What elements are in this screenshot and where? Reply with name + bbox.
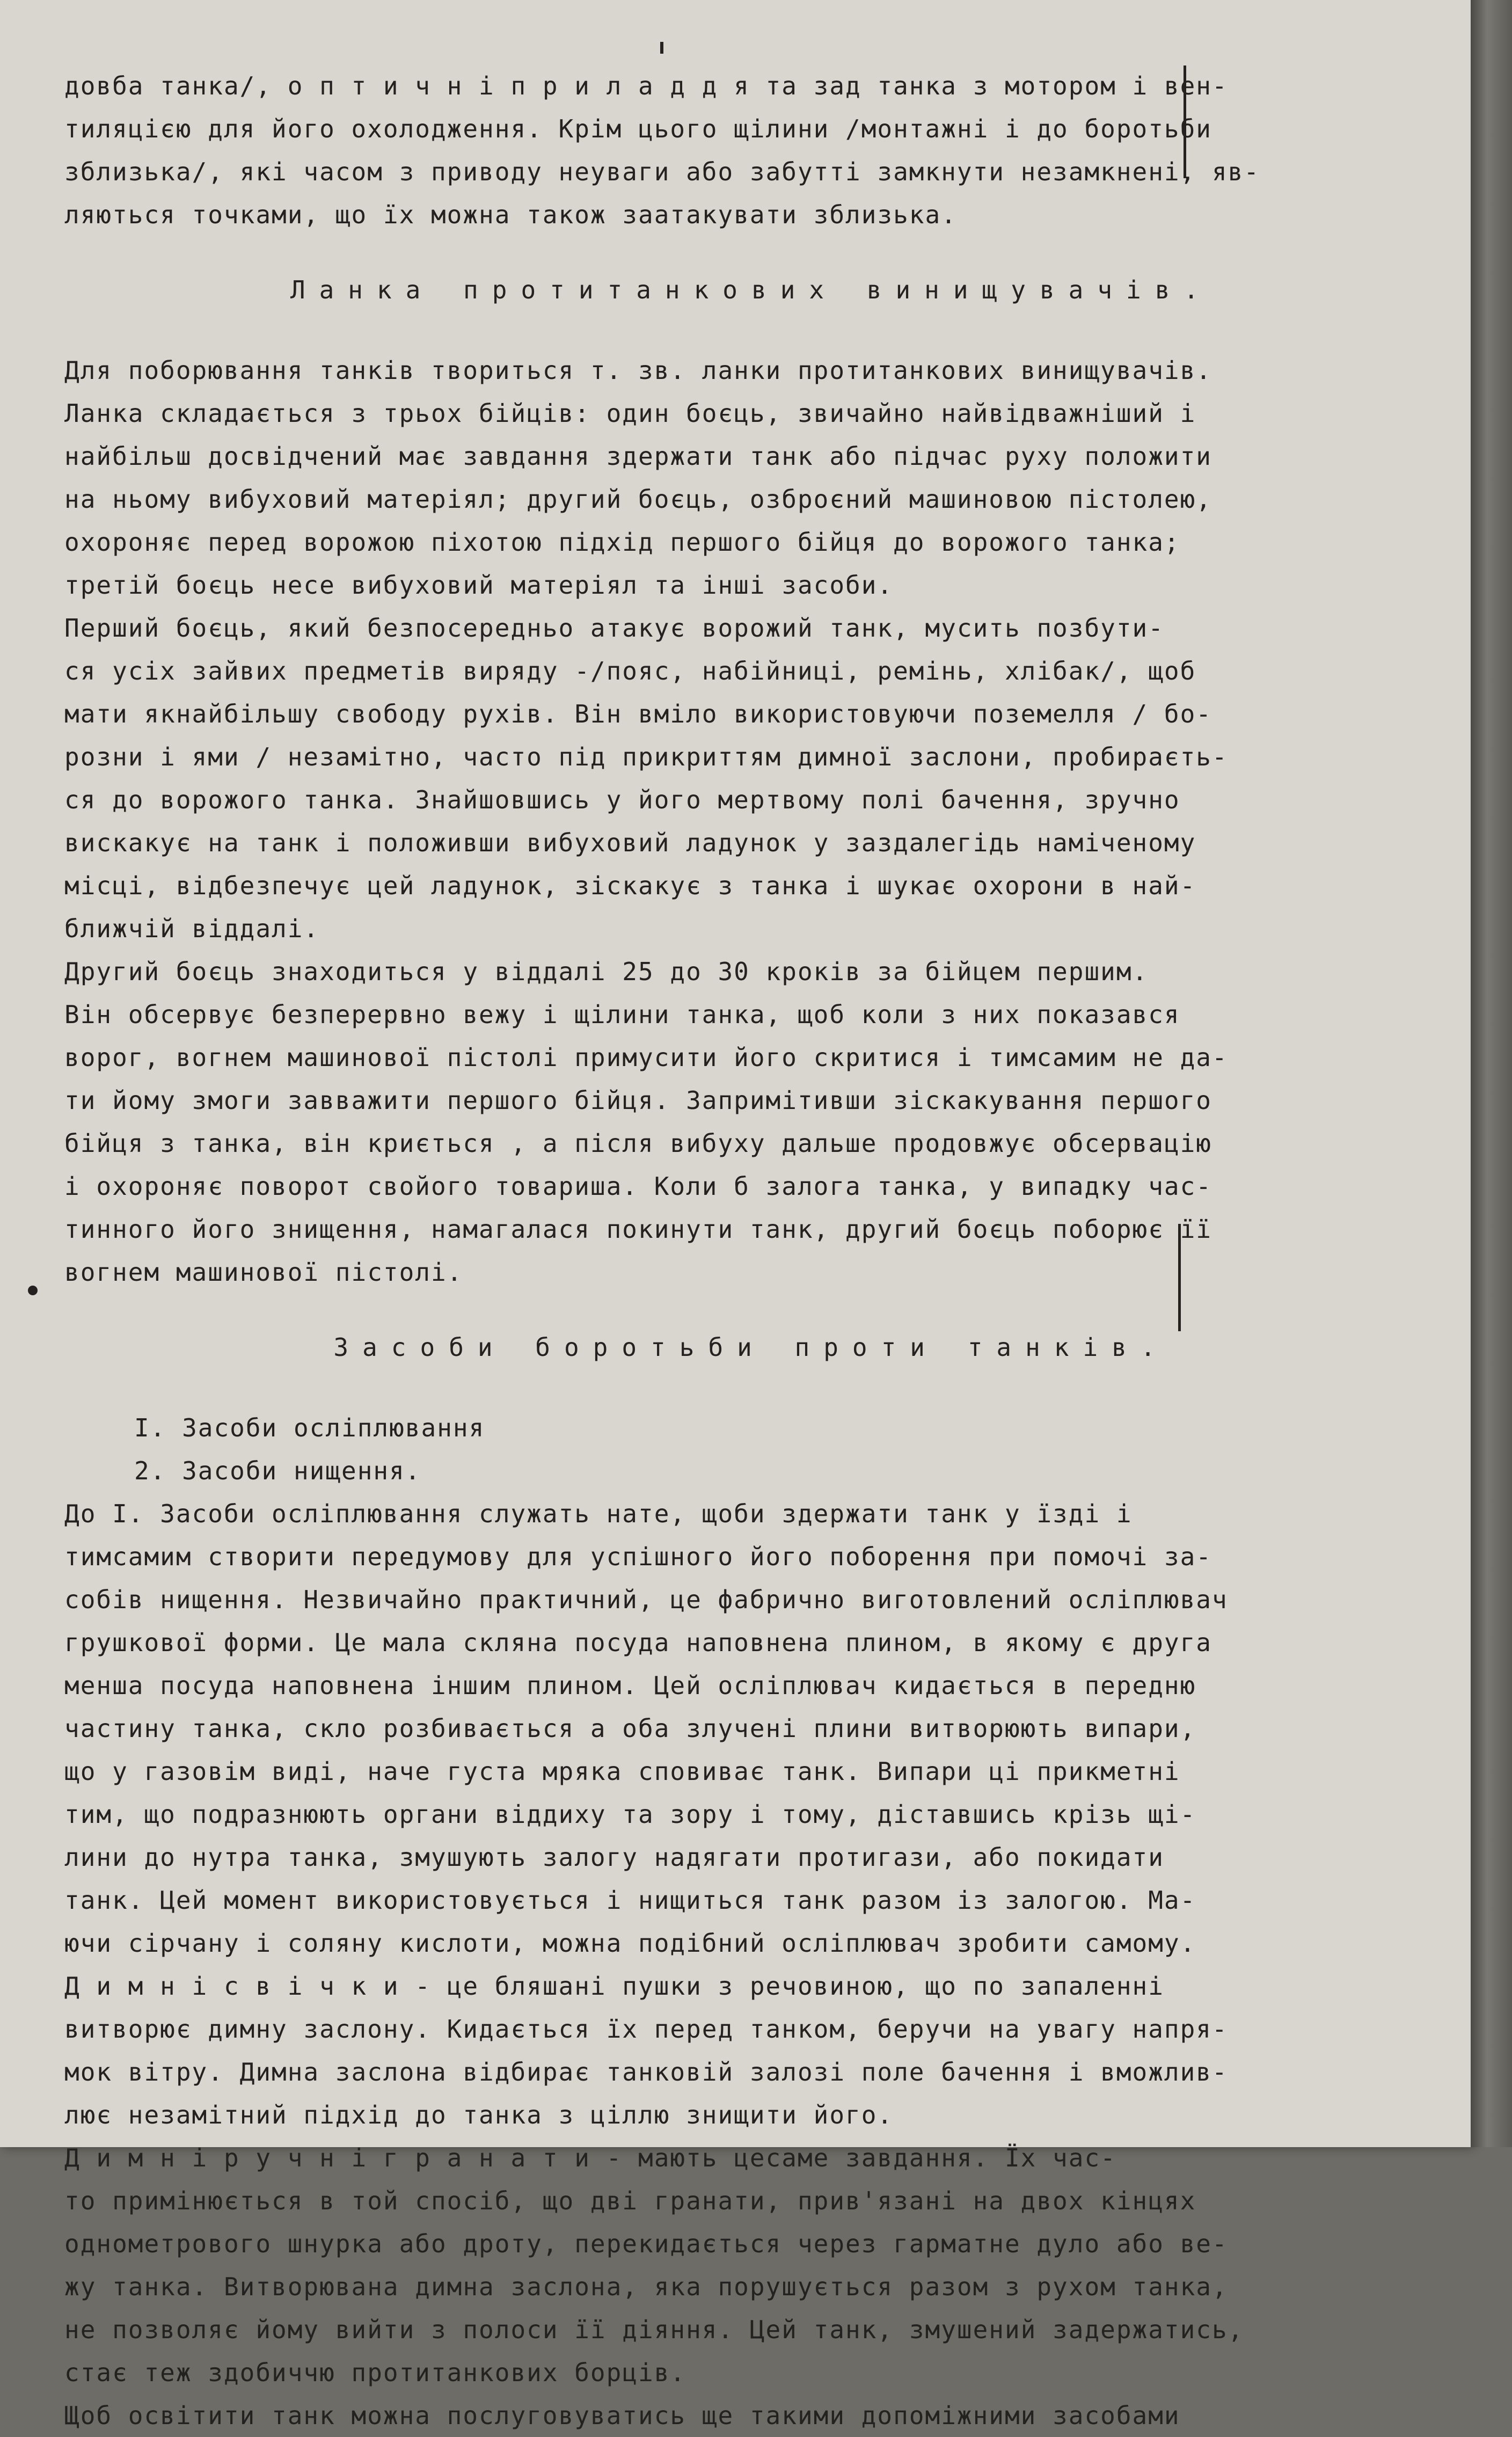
text-line: ворог, вогнем машинової пістолі примусити його скритися і тимсамим не да- — [64, 1043, 1228, 1072]
text-line: тиляцією для його охолодження. Крім цього щілини /монтажні і до боротьби — [64, 114, 1212, 143]
text-line: жу танка. Витворювана димна заслона, яка порушується разом з рухом танка, — [64, 2272, 1228, 2301]
text-line: лини до нутра танка, змушують залогу надягати протигази, або покидати — [64, 1843, 1164, 1872]
text-line: тинного його знищення, намагалася покинути танк, другий боєць поборює її — [64, 1215, 1212, 1244]
text-line: танк. Цей момент використовується і нищиться танк разом із залогою. Ма- — [64, 1886, 1196, 1915]
text-line: стає теж здобиччю протитанкових борців. — [64, 2358, 686, 2387]
text-line: зблизька/, які часом з приводу неуваги або забутті замкнути незамкнені, яв- — [64, 157, 1260, 186]
text-line: не позволяє йому вийти з полоси її діяння. Цей танк, змушений задержатись, — [64, 2315, 1244, 2344]
margin-dot — [28, 1286, 38, 1295]
list-item: I. Засоби осліплювання — [134, 1413, 485, 1442]
text-line: ти йому змоги завважити першого бійця. Запримітивши зіскакування першого — [64, 1086, 1212, 1115]
text-line: вискакує на танк і положивши вибуховий ладунок у заздалегідь наміченому — [64, 828, 1196, 857]
text-line: і охороняє поворот свойого товариша. Коли б залога танка, у випадку час- — [64, 1172, 1212, 1201]
text-line: Д и м н і р у ч н і г р а н а т и - мають цесаме завдання. Їх час- — [64, 2143, 1116, 2172]
text-line: найбільш досвідчений має завдання здержати танк або підчас руху положити — [64, 442, 1212, 471]
text-line: бійця з танка, він криється , а після вибуху дальше продовжує обсервацію — [64, 1129, 1212, 1158]
text-line: що у газовім виді, наче густа мряка сповиває танк. Випари ці прикметні — [64, 1757, 1180, 1786]
text-line: ся до ворожого танка. Знайшовшись у його мертвому полі бачення, зручно — [64, 785, 1180, 814]
text-line: Д и м н і с в і ч к и - це бляшані пушки з речовиною, що по запаленні — [64, 1972, 1164, 2001]
text-line: охороняє перед ворожою піхотою підхід першого бійця до ворожого танка; — [64, 528, 1180, 557]
text-line: довба танка/, о п т и ч н і п р и л а д д я та зад танка з мотором і вен- — [64, 71, 1228, 100]
means-list — [64, 1406, 1438, 1492]
text-line: ся усіх зайвих предметів виряду -/пояс, набійниці, ремінь, хлібак/, щоб — [64, 656, 1196, 685]
text-line: ближчій віддалі. — [64, 914, 320, 943]
text-line: мок вітру. Димна заслона відбирає танковій залозі поле бачення і вможлив- — [64, 2057, 1228, 2086]
text-line: мати якнайбільшу свободу рухів. Він вміло використовуючи поземелля / бо- — [64, 699, 1212, 728]
text-line: До I. Засоби осліплювання служать нате, щоби здержати танк у їзді і — [64, 1499, 1133, 1528]
text-line: Ланка складається з трьох бійців: один боєць, звичайно найвідважніший і — [64, 399, 1196, 428]
list-item: 2. Засоби нищення. — [134, 1456, 421, 1485]
text-line: грушкової форми. Це мала скляна посуда наповнена плином, в якому є друга — [64, 1628, 1212, 1657]
text-line: Для поборювання танків твориться т. зв. ланки протитанкових винищувачів. — [64, 356, 1212, 385]
text-line: Перший боєць, який безпосередньо атакує ворожий танк, мусить позбути- — [64, 614, 1164, 643]
text-line: Щоб освітити танк можна послуговуватись ще такими допоміжними засобами — [64, 2401, 1180, 2430]
text-line: менша посуда наповнена іншим плином. Цей осліплювач кидається в передню — [64, 1671, 1196, 1700]
text-line: однометрового шнурка або дроту, перекидається через гарматне дуло або ве- — [64, 2229, 1228, 2258]
margin-mark-top — [660, 42, 663, 54]
text-line: вогнем машинової пістолі. — [64, 1258, 463, 1287]
text-line: то примінюється в той спосіб, що дві гранати, прив'язані на двох кінцях — [64, 2186, 1196, 2215]
section-blinding-means — [64, 1492, 1438, 2437]
text-line: Він обсервує безперервно вежу і щілини танка, щоб коли з них показався — [64, 1000, 1180, 1029]
page-edge-background — [1471, 0, 1512, 2147]
section-heading-anti-tank-unit: Ланка протитанкових винищувачів. — [290, 275, 1213, 304]
text-line: лює незамітний підхід до танка з ціллю знищити його. — [64, 2100, 894, 2129]
text-line: тим, що подразнюють органи віддиху та зору і тому, діставшись крізь щі- — [64, 1800, 1196, 1829]
text-line: розни і ями / незамітно, часто під прикриттям димної заслони, пробираєть- — [64, 742, 1228, 771]
text-line: на ньому вибуховий матеріял; другий боєць, озброєний машиновою пістолею, — [64, 485, 1212, 514]
typed-text — [64, 64, 1438, 2437]
text-line: третій боєць несе вибуховий матеріял та інші засоби. — [64, 571, 894, 600]
text-line: витворює димну заслону. Кидається їх перед танком, беручи на увагу напря- — [64, 2015, 1228, 2044]
section-heading-anti-tank-means: Засоби боротьби проти танків. — [333, 1333, 1170, 1362]
section-anti-tank-unit — [64, 349, 1438, 1294]
text-line: ючи сірчану і соляну кислоти, можна подібний осліплювач зробити самому. — [64, 1929, 1196, 1958]
text-line: місці, відбезпечує цей ладунок, зіскакує з танка і шукає охорони в най- — [64, 871, 1196, 900]
text-line: частину танка, скло розбивається а оба злучені плини витворюють випари, — [64, 1714, 1196, 1743]
intro-paragraph — [64, 64, 1438, 236]
text-line: собів нищення. Незвичайно практичний, це фабрично виготовлений осліплювач — [64, 1585, 1228, 1614]
text-line: ляються точками, що їх можна також заатакувати зблизька. — [64, 200, 957, 229]
text-line: Другий боєць знаходиться у віддалі 25 до 30 кроків за бійцем першим. — [64, 957, 1149, 986]
text-line: тимсамим створити передумову для успішного його поборення при помочі за- — [64, 1542, 1212, 1571]
